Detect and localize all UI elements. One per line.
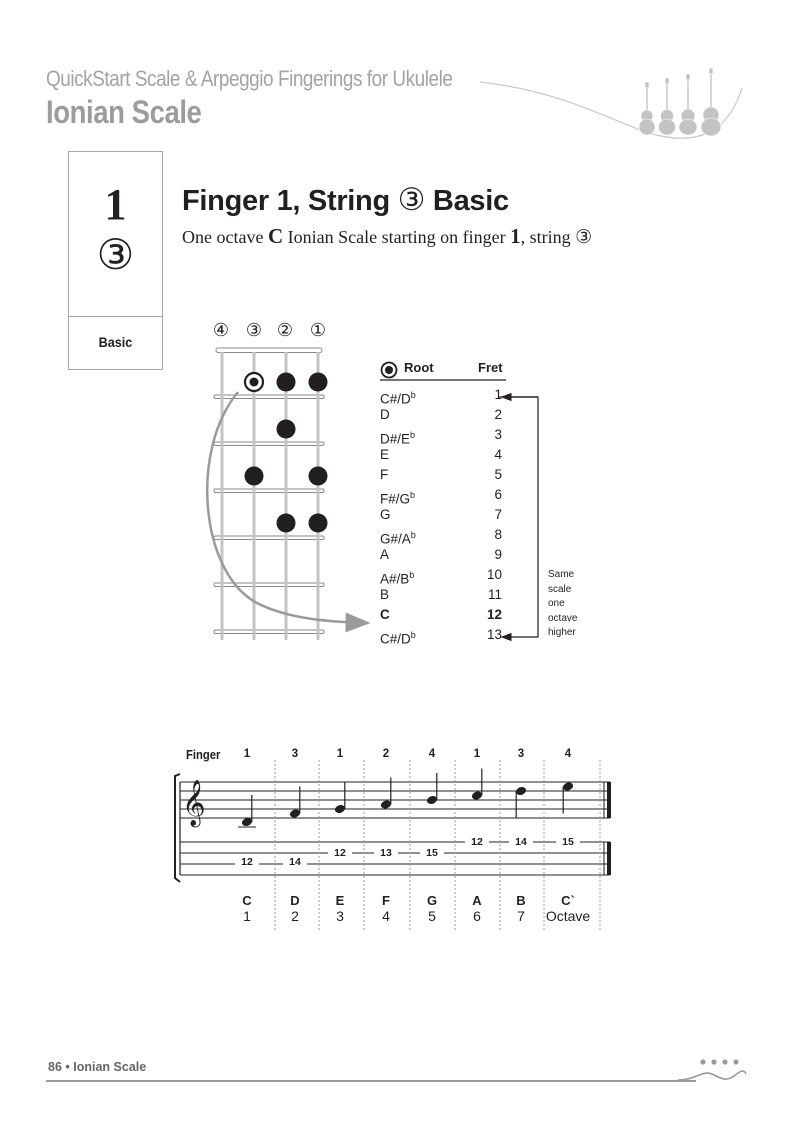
position-box-divider — [68, 316, 163, 317]
scale-title: Ionian Scale — [46, 94, 202, 130]
note-name: F#/G — [380, 491, 411, 507]
finger-number: 1 — [336, 748, 344, 760]
scale-degree-label: 5 — [428, 908, 436, 924]
note-name: A#/B — [380, 571, 410, 587]
note-name: E — [380, 447, 390, 462]
fret-table-fret: 12 — [486, 607, 502, 622]
fret-table-fret: 10 — [486, 567, 502, 582]
side-note-line: scale — [548, 583, 572, 595]
subheading-key: C — [267, 224, 284, 248]
fret-table-fret: 7 — [494, 507, 502, 522]
position-finger-number: 1 — [104, 180, 127, 229]
fret-table-note — [380, 465, 388, 485]
treble-clef-icon: 𝄞 — [182, 780, 206, 826]
scale-degree-label: 6 — [473, 908, 481, 924]
fret-table-fret: 11 — [487, 587, 502, 602]
fret-table-note — [380, 545, 389, 565]
tab-fret-number: 12 — [235, 857, 259, 868]
side-note-line: octave — [548, 612, 578, 624]
subheading — [182, 224, 592, 249]
fret-table-fret: 3 — [494, 427, 502, 442]
finger-dot — [309, 514, 328, 533]
note-name-label: C` — [561, 893, 575, 908]
finger-number: 4 — [564, 748, 572, 760]
finger-number: 1 — [473, 748, 481, 760]
note-name: C#/D — [380, 391, 411, 407]
fret-table-fret: 1 — [494, 387, 502, 402]
side-note — [548, 568, 577, 641]
fret-label: Fret — [478, 360, 503, 375]
finger-dot — [309, 373, 328, 392]
fret-table-note — [380, 605, 390, 625]
scale-degree-label: 4 — [382, 908, 390, 924]
note-name-label: C — [242, 893, 252, 908]
heading-suffix: Basic — [432, 185, 509, 217]
page-heading — [182, 182, 509, 218]
note-name: D — [380, 407, 390, 422]
root-label: Root — [404, 360, 434, 375]
note-name: A — [380, 547, 390, 562]
flat-symbol: b — [410, 530, 416, 540]
system-brace — [175, 774, 180, 882]
heading-string-symbol: ③ — [397, 182, 426, 218]
fret-table-fret: 4 — [494, 447, 502, 462]
side-note-line: Same — [548, 569, 575, 580]
tab-fret-number: 15 — [556, 837, 580, 848]
position-string-number: ③ — [96, 230, 135, 279]
scale-degree-label: 3 — [336, 908, 344, 924]
fret-table-note — [380, 445, 389, 465]
staff-lines — [180, 782, 610, 818]
note-name: C — [380, 607, 390, 622]
tab-fret-number: 14 — [509, 837, 533, 848]
note-name-label: D — [290, 893, 300, 908]
note-name-label: E — [335, 893, 345, 908]
footer-separator: • — [65, 1060, 70, 1074]
side-note-line: one — [548, 598, 565, 609]
fret-table-fret: 8 — [494, 527, 502, 542]
string-label-2: ② — [276, 320, 294, 341]
fret-table-fret: 6 — [494, 487, 502, 502]
flat-symbol: b — [410, 430, 416, 440]
subheading-part3: , string — [520, 227, 571, 247]
page-number: 86 — [48, 1060, 62, 1074]
subheading-string-symbol: ③ — [575, 226, 593, 248]
footer-rule — [46, 1080, 696, 1082]
note-name: B — [380, 587, 390, 602]
root-symbol-icon — [380, 361, 398, 379]
finger-dot — [309, 467, 328, 486]
string-label-1: ① — [309, 320, 327, 341]
note-name-label: B — [516, 893, 526, 908]
flat-symbol: b — [410, 490, 416, 500]
flat-symbol: b — [410, 630, 416, 640]
root-dot-center — [250, 378, 259, 387]
flat-symbol: b — [409, 570, 415, 580]
staff-notes — [238, 769, 574, 828]
scale-degree-label: 2 — [291, 908, 299, 924]
header-decoration — [470, 60, 750, 150]
octave-bracket — [498, 397, 538, 637]
finger-dot — [277, 373, 296, 392]
finger-number: 2 — [382, 748, 390, 760]
finger-number: 3 — [517, 748, 525, 760]
footer — [48, 1060, 146, 1074]
subheading-part2: Ionian Scale starting on finger — [287, 227, 506, 247]
tab-fret-number: 13 — [374, 848, 398, 859]
fret-table-fret: 5 — [494, 467, 502, 482]
note-name: C#/D — [380, 631, 411, 647]
note-name-label: F — [382, 893, 390, 908]
note-name-label: G — [426, 893, 438, 908]
string-label-4: ④ — [212, 320, 230, 341]
fret-table-note — [380, 405, 390, 425]
string-label-3: ③ — [245, 320, 263, 341]
note-name: G#/A — [380, 531, 411, 547]
note-name-label: A — [472, 893, 482, 908]
finger-dot — [245, 467, 264, 486]
side-note-line: higher — [548, 627, 576, 638]
finger-dot — [277, 420, 296, 439]
heading-prefix: Finger 1, String — [182, 185, 390, 217]
fret-table-fret: 13 — [486, 627, 502, 642]
finger-row-label: Finger — [186, 748, 221, 762]
finger-number: 4 — [428, 748, 436, 760]
subheading-part1: One octave — [182, 227, 264, 247]
note-name: F — [380, 467, 389, 482]
ukulele-icons — [639, 68, 721, 136]
flat-symbol: b — [410, 390, 416, 400]
fret-table-fret: 2 — [494, 407, 502, 422]
tab-fret-number: 15 — [420, 848, 444, 859]
scale-degree-label: 1 — [243, 908, 251, 924]
scale-degree-label: 7 — [517, 908, 525, 924]
finger-number: 1 — [243, 748, 251, 760]
tab-fret-number: 12 — [328, 848, 352, 859]
footer-section: Ionian Scale — [73, 1060, 147, 1074]
fret-table-note — [380, 625, 416, 650]
scale-degree-label: Octave — [545, 908, 591, 924]
tab-fret-number: 12 — [465, 837, 489, 848]
note-name: G — [380, 507, 391, 522]
subheading-finger: 1 — [510, 224, 521, 248]
fret-table-note — [380, 585, 389, 605]
footer-decoration-icon — [676, 1056, 750, 1086]
fret-lines — [214, 395, 324, 634]
note-name: D#/E — [380, 431, 411, 447]
fret-table-note — [380, 505, 391, 525]
position-type-label: Basic — [98, 334, 133, 350]
finger-number: 3 — [291, 748, 299, 760]
fret-table-fret: 9 — [494, 547, 502, 562]
finger-dot — [277, 514, 296, 533]
series-title: QuickStart Scale & Arpeggio Fingerings for Ukulele — [46, 66, 453, 91]
tab-fret-number: 14 — [283, 857, 307, 868]
